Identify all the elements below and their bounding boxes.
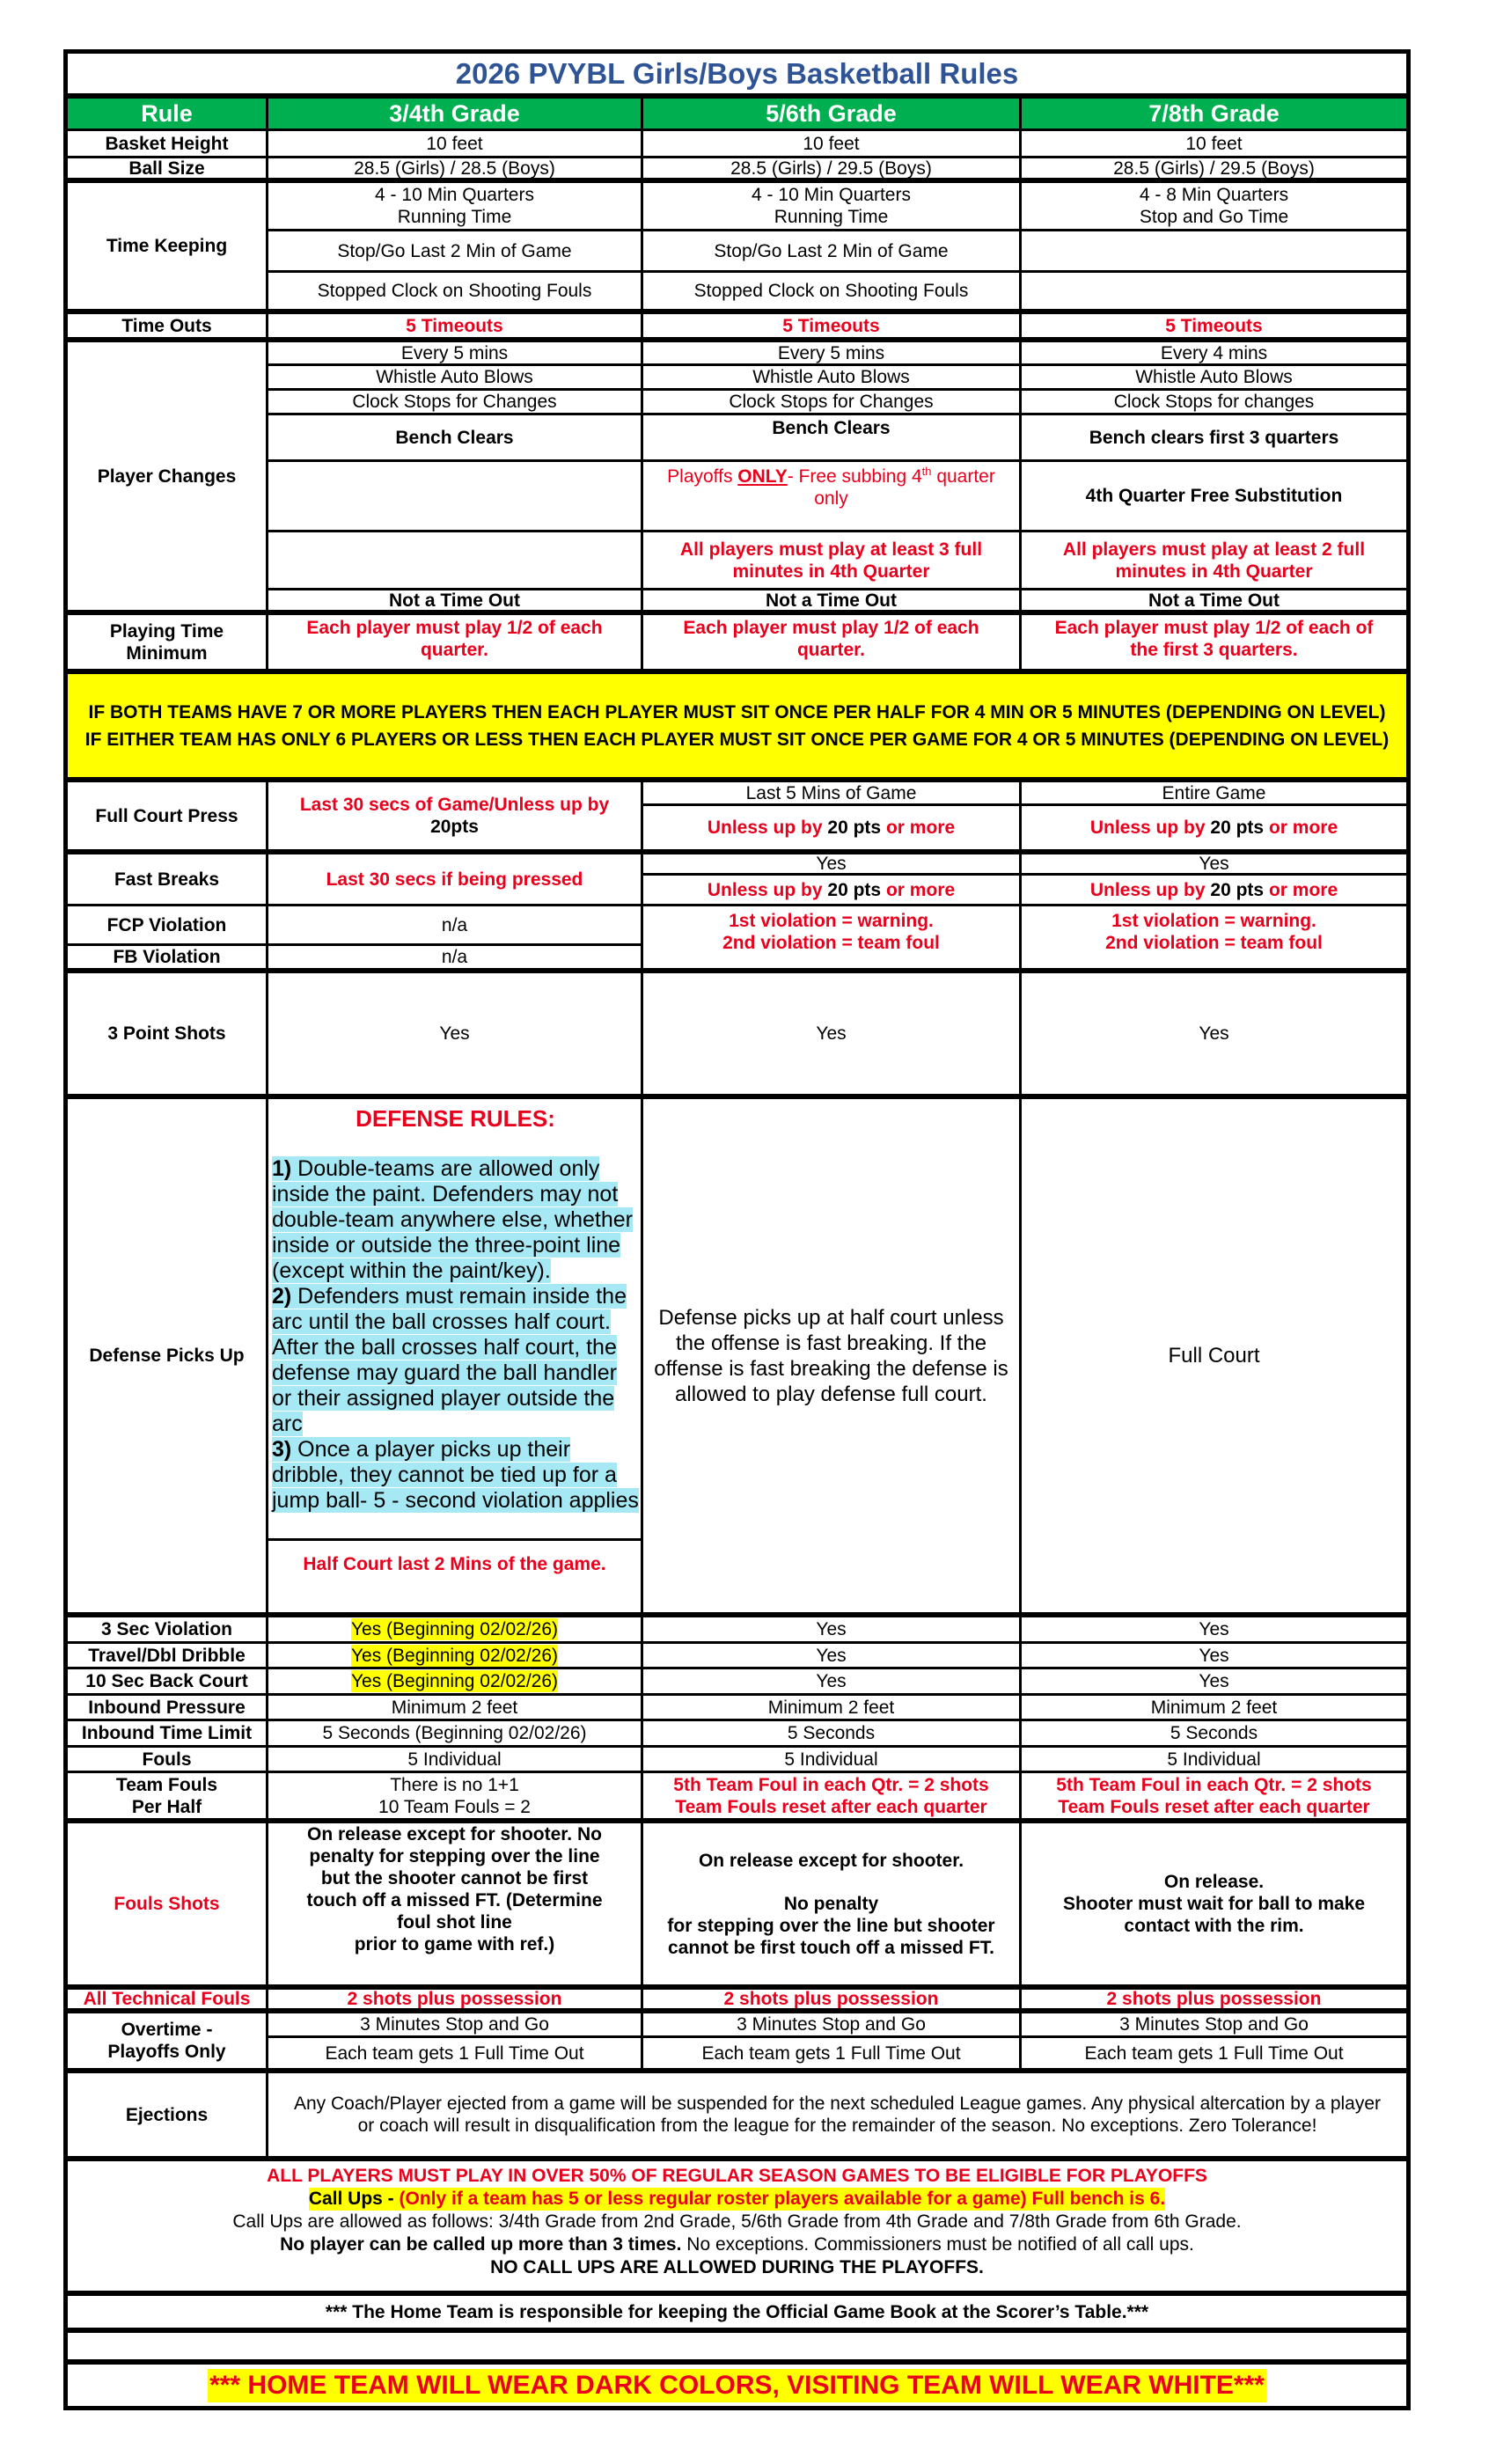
unless-text <box>708 817 955 839</box>
row-label-fast-breaks: Fast Breaks <box>68 854 268 906</box>
rule-number: 1) <box>272 1156 292 1181</box>
cell-line: 4 - 8 Min Quarters <box>1139 185 1289 205</box>
text-fragment: th <box>921 465 932 478</box>
cell-line: Team Fouls reset after each quarter <box>1058 1796 1370 1817</box>
cell: Each team gets 1 Full Time Out <box>268 2038 643 2073</box>
cell-line: On release except for shooter. No penalty for stepping over the line but the shooter cannot be first touch off a missed FT. (Determine foul shot line <box>306 1824 603 1932</box>
cell <box>1022 806 1406 854</box>
cell-line: 4 - 10 Min Quarters <box>752 185 911 205</box>
cell-line: 5th Team Foul in each Qtr. = 2 shots <box>1056 1774 1372 1795</box>
cell: Bench Clears <box>643 415 1022 462</box>
highlighted-value: Yes (Beginning 02/02/26) <box>350 1619 559 1639</box>
cell: All players must play at least 3 full minutes in 4th Quarter <box>643 532 1022 590</box>
row-label-3-sec-violation: 3 Sec Violation <box>68 1617 268 1644</box>
text-fragment: 20 pts <box>1210 818 1265 838</box>
header-3-4th-grade: 3/4th Grade <box>268 99 643 131</box>
cell <box>268 1823 643 1990</box>
highlight <box>272 1156 633 1283</box>
cell <box>643 1823 1022 1990</box>
defense-rule <box>272 1437 639 1514</box>
cell-line: prior to game with ref.) <box>354 1934 555 1954</box>
row-label-basket-height: Basket Height <box>68 131 268 158</box>
cell: Last 5 Mins of Game <box>643 782 1022 806</box>
cell-line: Shooter must wait for ball to make contact with the rim. <box>1062 1894 1366 1936</box>
rule-number: 3) <box>272 1437 292 1462</box>
uniform-colors-text: *** HOME TEAM WILL WEAR DARK COLORS, VISITING TEAM WILL WEAR WHITE*** <box>208 2369 1266 2402</box>
label-line: Team Fouls <box>115 1774 218 1795</box>
cell: 10 feet <box>1022 131 1406 158</box>
cell: 5 Seconds <box>1022 1721 1406 1748</box>
playoffs-free-subbing-text <box>652 466 1010 510</box>
text-fragment: Unless up by <box>707 818 823 838</box>
no-callups-playoffs: NO CALL UPS ARE ALLOWED DURING THE PLAYOFFS. <box>490 2257 984 2277</box>
text-fragment: quarter only <box>814 466 995 509</box>
cell: Every 5 mins <box>643 342 1022 366</box>
cell <box>1022 1773 1406 1823</box>
cell <box>643 183 1022 231</box>
cell: Clock Stops for changes <box>1022 391 1406 415</box>
cell: Whistle Auto Blows <box>1022 366 1406 391</box>
rule-number: 2) <box>272 1284 292 1309</box>
cell: Entire Game <box>1022 782 1406 806</box>
cell: 5 Seconds <box>643 1721 1022 1748</box>
row-label-travel-dbl-dribble: Travel/Dbl Dribble <box>68 1644 268 1669</box>
cell: Full Court <box>1022 1099 1406 1617</box>
cell: Yes <box>1022 1669 1406 1696</box>
cell-line: No penalty <box>783 1893 879 1914</box>
cell: Stopped Clock on Shooting Fouls <box>268 273 643 314</box>
highlighted-value: Yes (Beginning 02/02/26) <box>350 1645 559 1666</box>
cell: 3 Minutes Stop and Go <box>643 2013 1022 2038</box>
cell: 28.5 (Girls) / 29.5 (Boys) <box>643 158 1022 183</box>
unless-text <box>1090 879 1338 901</box>
text-fragment: Unless up by <box>1089 879 1206 900</box>
callups-label: Call Ups - <box>308 2189 400 2209</box>
callups-limit <box>280 2233 1194 2256</box>
cell: Last 30 secs if being pressed <box>268 854 643 906</box>
cell: 3 Minutes Stop and Go <box>268 2013 643 2038</box>
cell: 2 shots plus possession <box>1022 1990 1406 2013</box>
cell-line: 20pts <box>430 817 479 837</box>
cell: Stop/Go Last 2 Min of Game <box>643 231 1022 273</box>
row-label-player-changes: Player Changes <box>68 342 268 615</box>
cell-empty <box>268 532 643 590</box>
cell <box>1022 906 1406 973</box>
cell-line: 1st violation = warning. <box>1111 911 1316 931</box>
cell: Each player must play 1/2 of each quarter. <box>268 615 643 674</box>
cell: Minimum 2 feet <box>1022 1696 1406 1721</box>
cell <box>643 906 1022 973</box>
cell: 5 Timeouts <box>268 314 643 342</box>
callups-condition: (Only if a team has 5 or less regular roster players available for a game) Full bench is 6. <box>399 2189 1166 2209</box>
defense-rule <box>272 1284 639 1437</box>
row-label-overtime-playoffs-only <box>68 2013 268 2073</box>
cell: Each team gets 1 Full Time Out <box>1022 2038 1406 2073</box>
text-fragment: Unless up by <box>1089 818 1206 838</box>
cell-line: for stepping over the line but shooter cannot be first touch off a missed FT. <box>667 1915 995 1958</box>
label-line: Playoffs Only <box>107 2042 226 2062</box>
cell: Each player must play 1/2 of each quarter. <box>643 615 1022 674</box>
cell: Yes <box>643 1644 1022 1669</box>
cell-empty <box>268 462 643 532</box>
callups-notice <box>309 2188 1165 2211</box>
cell: 2 shots plus possession <box>268 1990 643 2013</box>
row-label-ball-size: Ball Size <box>68 158 268 183</box>
text-fragment: or more <box>885 879 956 900</box>
highlighted-value: Yes (Beginning 02/02/26) <box>350 1671 559 1691</box>
cell: 10 feet <box>643 131 1022 158</box>
row-label-time-outs: Time Outs <box>68 314 268 342</box>
sit-notice-line: IF BOTH TEAMS HAVE 7 OR MORE PLAYERS THEN EACH PLAYER MUST SIT ONCE PER HALF FOR 4 MIN OR 5 MINUTES (DEPENDING ON LEVEL) <box>88 701 1386 722</box>
row-label-team-fouls-per-half <box>68 1773 268 1823</box>
row-label-inbound-time-limit: Inbound Time Limit <box>68 1721 268 1748</box>
callups-allowed: Call Ups are allowed as follows: 3/4th Grade from 2nd Grade, 5/6th Grade from 4th Grade and 7/8th Grade from 6th Grade. <box>232 2211 1242 2232</box>
cell-line: 2nd violation = team foul <box>722 933 940 953</box>
cell: Every 4 mins <box>1022 342 1406 366</box>
cell-line: 4 - 10 Min Quarters <box>375 185 534 205</box>
cell: Each team gets 1 Full Time Out <box>643 2038 1022 2073</box>
label-line: Overtime - <box>121 2020 213 2040</box>
cell: 5 Timeouts <box>1022 314 1406 342</box>
cell: Stop/Go Last 2 Min of Game <box>268 231 643 273</box>
rule-text: Once a player picks up their dribble, they cannot be tied up for a jump ball- 5 - second violation applies <box>272 1437 639 1513</box>
cell: Yes <box>643 854 1022 876</box>
text-fragment: or more <box>1268 879 1338 900</box>
cell <box>268 183 643 231</box>
rule-text: Double-teams are allowed only inside the paint. Defenders may not double-team anywhere else, whether inside or outside the three-point line (except within the paint/key). <box>272 1156 633 1283</box>
row-label-fb-violation: FB Violation <box>68 946 268 973</box>
text-fragment: Unless up by <box>707 879 823 900</box>
cell <box>268 1644 643 1669</box>
cell: Clock Stops for Changes <box>268 391 643 415</box>
cell: Defense picks up at half court unless the offense is fast breaking. If the offense is fast breaking the defense is allowed to play defense full court. <box>643 1099 1022 1617</box>
defense-rule <box>272 1156 639 1284</box>
cell-line: On release except for shooter. <box>698 1850 964 1871</box>
cell-line: Running Time <box>397 207 512 227</box>
cell-line: Stop and Go Time <box>1139 207 1289 227</box>
cell: Bench clears first 3 quarters <box>1022 415 1406 462</box>
cell: n/a <box>268 946 643 973</box>
page-title: 2026 PVYBL Girls/Boys Basketball Rules <box>68 54 1406 99</box>
header-rule: Rule <box>68 99 268 131</box>
header-5-6th-grade: 5/6th Grade <box>643 99 1022 131</box>
cell <box>268 1773 643 1823</box>
cell: 5 Seconds (Beginning 02/02/26) <box>268 1721 643 1748</box>
row-label-defense-picks-up: Defense Picks Up <box>68 1099 268 1617</box>
text-fragment: - Free subbing 4 <box>787 466 922 487</box>
row-label-time-keeping: Time Keeping <box>68 183 268 314</box>
cell: Not a Time Out <box>268 590 643 615</box>
sit-notice-line: IF EITHER TEAM HAS ONLY 6 PLAYERS OR LESS THEN EACH PLAYER MUST SIT ONCE PER GAME FOR 4 OR 5 MINUTES (DEPENDING ON LEVEL) <box>84 729 1390 750</box>
row-label-full-court-press: Full Court Press <box>68 782 268 854</box>
cell: Yes <box>643 973 1022 1099</box>
highlight <box>272 1437 639 1513</box>
ejections-policy: Any Coach/Player ejected from a game will be suspended for the next scheduled League games. Any physical altercation by a player or coach will result in disqualification from the league for the remainder of the season. No exceptions. Zero Tolerance! <box>268 2073 1406 2161</box>
cell-line: On release. <box>1163 1872 1265 1892</box>
cell: 5 Individual <box>643 1748 1022 1773</box>
cell-line: 1st violation = warning. <box>729 911 934 931</box>
cell: Stopped Clock on Shooting Fouls <box>643 273 1022 314</box>
cell: n/a <box>268 906 643 946</box>
cell: Minimum 2 feet <box>643 1696 1022 1721</box>
cell: Yes <box>1022 1617 1406 1644</box>
cell-empty <box>1022 273 1406 314</box>
cell: 4th Quarter Free Substitution <box>1022 462 1406 532</box>
cell <box>1022 876 1406 906</box>
blank-row <box>68 2333 1406 2365</box>
text-fragment: 20 pts <box>827 818 882 838</box>
cell: Every 5 mins <box>268 342 643 366</box>
row-label-10-sec-back-court: 10 Sec Back Court <box>68 1669 268 1696</box>
cell-line: Last 30 secs of Game/Unless up by <box>299 795 610 815</box>
cell: 2 shots plus possession <box>643 1990 1022 2013</box>
cell-line: Team Fouls reset after each quarter <box>675 1796 987 1817</box>
cell: 28.5 (Girls) / 29.5 (Boys) <box>1022 158 1406 183</box>
text-fragment: or more <box>1268 818 1338 838</box>
cell <box>643 876 1022 906</box>
row-label-fcp-violation: FCP Violation <box>68 906 268 946</box>
cell: Yes <box>643 1617 1022 1644</box>
cell: Each player must play 1/2 of each of the first 3 quarters. <box>1022 615 1406 674</box>
unless-text <box>708 879 955 901</box>
cell: All players must play at least 2 full minutes in 4th Quarter <box>1022 532 1406 590</box>
row-label-3-point-shots: 3 Point Shots <box>68 973 268 1099</box>
cell: 5 Individual <box>1022 1748 1406 1773</box>
cell: 3 Minutes Stop and Go <box>1022 2013 1406 2038</box>
cell: Half Court last 2 Mins of the game. <box>268 1541 643 1617</box>
cell: Not a Time Out <box>643 590 1022 615</box>
cell: 5 Timeouts <box>643 314 1022 342</box>
rules-table <box>63 49 1411 2410</box>
cell: Yes <box>1022 973 1406 1099</box>
callups-limit-rest: No exceptions. Commissioners must be notified of all call ups. <box>681 2234 1194 2255</box>
cell-line: 2nd violation = team foul <box>1105 933 1323 953</box>
official-game-book-notice: *** The Home Team is responsible for keeping the Official Game Book at the Scorer’s Table.*** <box>68 2296 1406 2333</box>
cell-empty <box>1022 231 1406 273</box>
text-fragment: or more <box>885 818 956 838</box>
row-label-inbound-pressure: Inbound Pressure <box>68 1696 268 1721</box>
defense-rules-cell <box>268 1099 643 1541</box>
cell <box>1022 1823 1406 1990</box>
cell <box>268 1669 643 1696</box>
cell: 5 Individual <box>268 1748 643 1773</box>
text-fragment: 20 pts <box>1210 879 1265 900</box>
cell: Yes <box>643 1669 1022 1696</box>
row-label-ejections: Ejections <box>68 2073 268 2161</box>
cell <box>643 806 1022 854</box>
cell: Yes <box>1022 1644 1406 1669</box>
cell: 10 feet <box>268 131 643 158</box>
cell: Yes <box>1022 854 1406 876</box>
cell: Bench Clears <box>268 415 643 462</box>
header-7-8th-grade: 7/8th Grade <box>1022 99 1406 131</box>
sit-out-notice <box>68 674 1406 782</box>
highlight <box>272 1284 627 1436</box>
cell: Minimum 2 feet <box>268 1696 643 1721</box>
row-label-fouls: Fouls <box>68 1748 268 1773</box>
row-label-fouls-shots: Fouls Shots <box>68 1823 268 1990</box>
callups-limit-bold: No player can be called up more than 3 times. <box>280 2234 682 2255</box>
cell-line: There is no 1+1 <box>390 1774 519 1795</box>
cell: Whistle Auto Blows <box>268 366 643 391</box>
text-fragment: ONLY <box>737 466 788 487</box>
cell-line: 5th Team Foul in each Qtr. = 2 shots <box>673 1774 989 1795</box>
cell: Clock Stops for Changes <box>643 391 1022 415</box>
label-line: Per Half <box>131 1796 202 1817</box>
row-label-playing-time-minimum: Playing Time Minimum <box>68 615 268 674</box>
cell: 28.5 (Girls) / 28.5 (Boys) <box>268 158 643 183</box>
callups-section <box>68 2161 1406 2296</box>
cell <box>268 782 643 854</box>
cell <box>643 462 1022 532</box>
cell: Not a Time Out <box>1022 590 1406 615</box>
cell: Whistle Auto Blows <box>643 366 1022 391</box>
rule-text: Defenders must remain inside the arc until the ball crosses half court. After the ball crosses half court, the defense may guard the ball handler or their assigned player outside the arc <box>272 1284 627 1436</box>
defense-rules-heading: DEFENSE RULES: <box>356 1105 555 1132</box>
cell <box>268 1617 643 1644</box>
cell: Yes <box>268 973 643 1099</box>
cell-line: Running Time <box>774 207 889 227</box>
text-fragment: 20 pts <box>827 879 882 900</box>
uniform-colors-notice <box>68 2365 1406 2406</box>
cell <box>643 1773 1022 1823</box>
row-label-all-technical-fouls: All Technical Fouls <box>68 1990 268 2013</box>
cell-line: 10 Team Fouls = 2 <box>378 1796 531 1817</box>
unless-text <box>1090 817 1338 839</box>
eligibility-notice: ALL PLAYERS MUST PLAY IN OVER 50% OF REGULAR SEASON GAMES TO BE ELIGIBLE FOR PLAYOFFS <box>267 2166 1207 2186</box>
cell <box>1022 183 1406 231</box>
text-fragment: Playoffs <box>667 466 738 487</box>
